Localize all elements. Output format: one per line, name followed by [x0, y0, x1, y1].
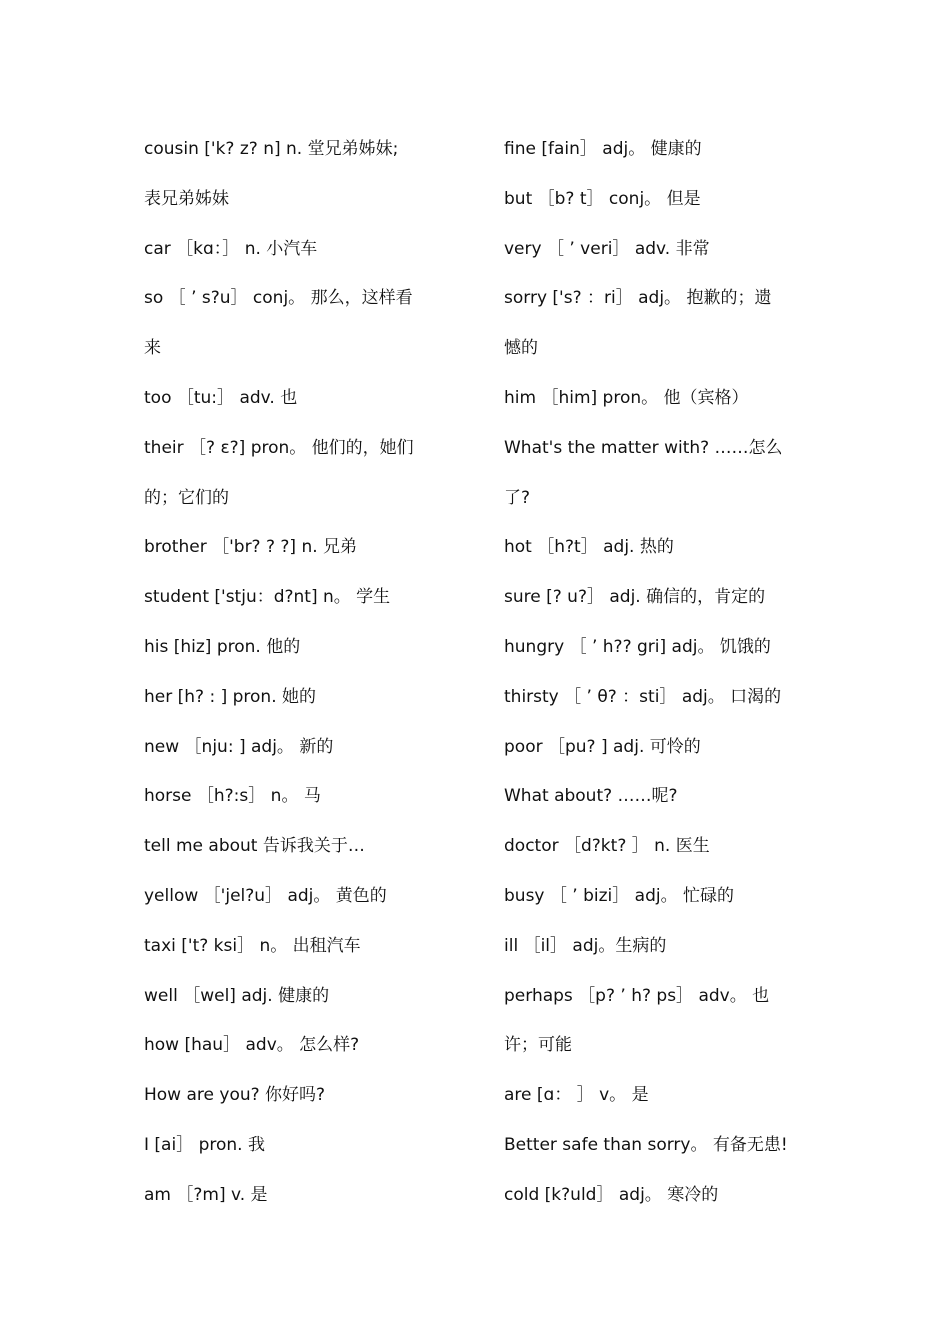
vocab-line: car ［kɑ：］ n. 小汽车	[144, 238, 318, 259]
vocabulary-column-left	[144, 132, 474, 1228]
vocab-line: thirsty ［ ’ θ? ：sti］ adj。 口渴的	[504, 686, 782, 707]
vocabulary-column-right	[504, 132, 834, 1228]
vocab-line: taxi ['t? ksi］ n。 出租汽车	[144, 935, 361, 956]
vocab-line: cold [k?uld］ adj。 寒冷的	[504, 1184, 719, 1205]
vocab-line: so ［ ’ s?u］ conj。 那么，这样看	[144, 288, 413, 309]
vocab-line: Better safe than sorry。 有备无患!	[504, 1134, 788, 1155]
vocab-line: sure [? u?］ adj. 确信的，肯定的	[504, 587, 766, 608]
vocab-line: ill ［il］ adj。生病的	[504, 935, 667, 956]
vocab-line: perhaps ［p? ’ h? ps］ adv。 也	[504, 985, 770, 1006]
vocab-line: brother ［'br? ? ?] n. 兄弟	[144, 537, 358, 558]
vocab-line: new ［nju: ] adj。 新的	[144, 736, 334, 757]
vocab-line: hot ［h?t］ adj. 热的	[504, 537, 674, 558]
vocab-line: his [hiz] pron. 他的	[144, 636, 301, 657]
vocab-line: 憾的	[504, 338, 538, 359]
vocab-line: What about? ……呢?	[504, 786, 678, 807]
vocab-line: 的；它们的	[144, 487, 229, 508]
vocab-line: very ［ ’ veri］ adv. 非常	[504, 238, 710, 259]
vocab-line: him ［him] pron。 他（宾格）	[504, 387, 749, 408]
vocab-line: her [h? : ] pron. 她的	[144, 686, 317, 707]
vocab-line: busy ［ ’ bizi］ adj。 忙碌的	[504, 885, 734, 906]
vocab-line: 表兄弟姊妹	[144, 188, 229, 209]
vocab-line: 许；可能	[504, 1035, 572, 1056]
vocab-line: are [ɑ： ］ v。 是	[504, 1085, 649, 1106]
vocab-line: student ['stju：d?nt] n。 学生	[144, 587, 391, 608]
vocab-line: What's the matter with? ……怎么	[504, 437, 783, 458]
vocab-line: but ［b? t］ conj。 但是	[504, 188, 701, 209]
vocab-line: sorry ['s? ：ri］ adj。 抱歉的；遗	[504, 288, 772, 309]
vocab-line: doctor ［d?kt? ］ n. 医生	[504, 836, 710, 857]
vocab-line: 了?	[504, 487, 531, 508]
vocab-line: fine [fain］ adj。 健康的	[504, 139, 702, 159]
vocab-line: cousin ['k? z? n] n. 堂兄弟姊妹;	[144, 139, 399, 159]
vocab-line: How are you? 你好吗?	[144, 1085, 326, 1106]
vocab-line: tell me about 告诉我关于…	[144, 836, 365, 857]
vocab-line: well ［wel] adj. 健康的	[144, 985, 330, 1006]
vocab-line: yellow ［'jel?u］ adj。 黄色的	[144, 885, 387, 906]
vocab-line: their ［? ε?] pron。 他们的，她们	[144, 437, 414, 458]
vocab-line: am ［?m] v. 是	[144, 1184, 268, 1205]
vocab-line: hungry ［ ’ h?? gri] adj。 饥饿的	[504, 636, 771, 657]
vocab-line: how [hau］ adv。 怎么样?	[144, 1035, 360, 1056]
vocab-line: 来	[144, 338, 161, 359]
vocab-line: horse ［h?:s］ n。 马	[144, 786, 321, 807]
vocab-line: too ［tu:］ adv. 也	[144, 387, 298, 408]
vocab-line: poor ［pu? ] adj. 可怜的	[504, 736, 701, 757]
vocab-line: I [ai］ pron. 我	[144, 1134, 265, 1155]
